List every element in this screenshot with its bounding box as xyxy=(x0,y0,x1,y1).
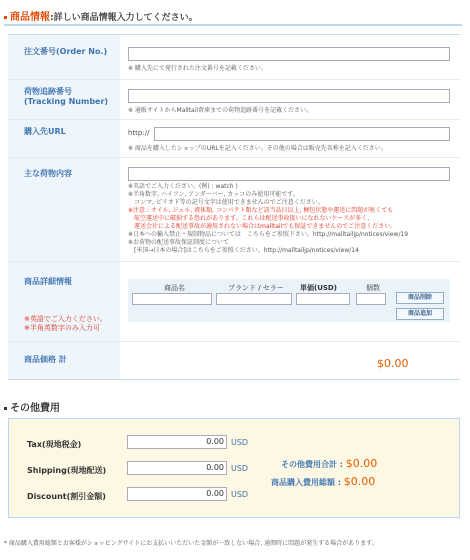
contents-note-3: コンマ, ピリオド等の記号文字は使用できませんのでご注意ください。 xyxy=(128,199,324,206)
product-name-input[interactable] xyxy=(132,293,212,305)
tax-label: Tax(現地税金) xyxy=(27,440,82,449)
row-divider xyxy=(8,157,460,158)
price-total-label: 商品価格 計 xyxy=(24,355,67,364)
other-costs-title: その他費用 xyxy=(10,403,60,414)
tax-input[interactable]: 0.00 xyxy=(127,435,227,449)
shipping-input[interactable]: 0.00 xyxy=(127,461,227,475)
price-total-value: $0.00 xyxy=(377,357,409,370)
tracking-note: ※ 通販サイトからMalltail倉庫までの荷物追跡番号を記載ください。 xyxy=(128,107,313,114)
product-form xyxy=(8,34,460,380)
col-header-qty: 個数 xyxy=(366,284,380,292)
tax-currency: USD xyxy=(231,438,249,447)
col-header-price: 単価(USD) xyxy=(300,284,337,292)
url-prefix: http:// xyxy=(128,129,150,137)
tracking-input[interactable] xyxy=(128,89,450,103)
section-subtitle: :詳しい商品情報入力してください。 xyxy=(50,13,198,23)
other-total-value: $0.00 xyxy=(345,457,378,470)
contents-warning-3: 運送会社による配送事故が適用されない場合はmalltailでも保証できませんのでご注意ください。 xyxy=(128,223,397,230)
grand-total-value: $0.00 xyxy=(343,475,376,488)
bullet-icon xyxy=(4,16,7,19)
tracking-label-line2: (Tracking Number) xyxy=(24,97,109,106)
url-label: 購入先URL xyxy=(24,127,66,136)
contents-note-4: ※日本への輸入禁止・規制物品については こちらをご参照下さい。http://malltailjp/notices/view/19 xyxy=(128,231,409,238)
contents-warning-2: 航空運送中に破損する恐れがあります。これらは配送事故扱いになれないケースが多く, xyxy=(128,215,370,222)
product-detail-label: 商品詳細情報 xyxy=(24,277,72,286)
grand-total-label: 商品購入費用総額 : xyxy=(271,478,341,487)
contents-note-2: ※半角数字, ハイフン, アンダーバー, カッコのみ使用可能です。 xyxy=(128,191,299,198)
tracking-label-line1: 荷物追跡番号 xyxy=(24,87,72,96)
product-warning-alnum: ※半角英数字のみ入力可 xyxy=(24,324,100,332)
order-no-note: ※ 購入先にて発行された注文番号を記載ください。 xyxy=(128,65,267,72)
row-divider xyxy=(8,79,460,80)
footer-note: * 商品購入費用総額とお客様がショッピングサイトにお支払いいただいた金額が一致しない場合, 通関時に問題が発生する場合があります。 xyxy=(4,540,378,547)
product-brand-input[interactable] xyxy=(216,293,292,305)
shipping-label: Shipping(現地配送) xyxy=(27,466,107,475)
delete-product-button[interactable]: 商品削除 xyxy=(396,292,444,304)
contents-warning-1: ※注意 : オイル, ジェル, 液体類, コンパクト類など該当品目以上, 梱包状態や運送に問題が無くても xyxy=(128,207,394,214)
col-header-brand: ブランド / セラー xyxy=(228,284,284,292)
section-title-product-info xyxy=(4,8,198,23)
add-product-button[interactable]: 商品追加 xyxy=(396,308,444,320)
other-costs-box xyxy=(8,418,460,518)
section-title-other-costs xyxy=(4,399,60,414)
url-input[interactable] xyxy=(154,127,450,141)
contents-input[interactable] xyxy=(128,167,450,181)
discount-label: Discount(割引金額) xyxy=(27,492,106,501)
row-divider xyxy=(8,119,460,120)
contents-note-5: ※お荷物の配送事故保証制度について xyxy=(128,239,229,246)
row-divider xyxy=(8,341,460,342)
other-total-label: その他費用合計 : xyxy=(281,460,343,469)
bullet-icon xyxy=(4,407,7,410)
contents-label: 主な荷物内容 xyxy=(24,169,72,178)
order-no-input[interactable] xyxy=(128,47,450,61)
header-divider xyxy=(4,24,462,26)
section-title-text: 商品情報 xyxy=(10,12,50,23)
other-total xyxy=(281,457,377,470)
tracking-label xyxy=(24,87,108,107)
contents-note-1: ※英語でご入力ください。(例) : watch ) xyxy=(128,183,238,190)
discount-currency: USD xyxy=(231,490,249,499)
discount-input[interactable]: 0.00 xyxy=(127,487,227,501)
product-qty-input[interactable] xyxy=(356,293,386,305)
row-divider xyxy=(8,261,460,262)
shipping-currency: USD xyxy=(231,464,249,473)
product-warning-english: ※英語でご入力ください。 xyxy=(24,315,107,323)
col-header-name: 商品名 xyxy=(164,284,185,292)
url-note: ※ 商品を購入したショップのURLを記入ください。その他の場合は販売先名称を記入ください。 xyxy=(128,145,387,152)
contents-note-6: [米国→日本の場合]はこちらをご参照ください。http://malltailjp/notices/view/14 xyxy=(128,247,359,254)
product-price-input[interactable] xyxy=(296,293,350,305)
order-no-label: 注文番号(Order No.) xyxy=(24,47,108,56)
grand-total xyxy=(271,475,375,488)
